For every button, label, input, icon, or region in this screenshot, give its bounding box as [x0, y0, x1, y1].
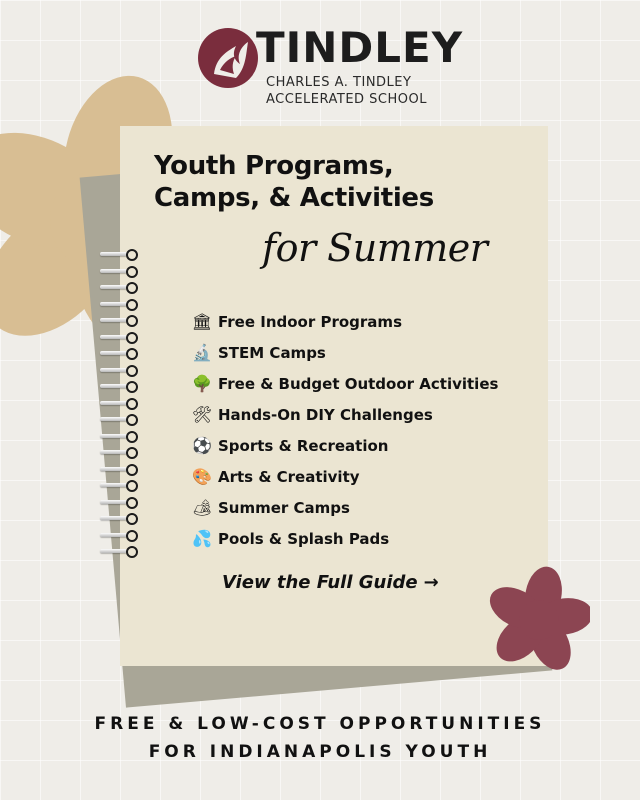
- footer-line1: FREE & LOW-COST OPPORTUNITIES: [94, 714, 546, 734]
- spiral-ring: [100, 465, 134, 475]
- program-list: [190, 306, 530, 554]
- list-item: [190, 430, 530, 461]
- spiral-wire: [100, 516, 127, 520]
- binding-hole: [126, 398, 138, 410]
- binding-hole: [126, 480, 138, 492]
- binding-hole: [126, 513, 138, 525]
- camping-icon: 🏕: [191, 498, 213, 517]
- footer-tagline: [0, 710, 640, 766]
- binding-hole: [126, 266, 138, 278]
- spiral-wire: [100, 384, 127, 388]
- list-item-label: STEM Camps: [218, 343, 326, 362]
- list-item: [190, 492, 530, 523]
- tindley-flame-icon: [196, 24, 260, 90]
- spiral-wire: [100, 252, 127, 256]
- list-item-label: Summer Camps: [218, 498, 350, 517]
- spiral-wire: [100, 500, 127, 504]
- list-item-label: Free & Budget Outdoor Activities: [218, 374, 499, 393]
- spiral-ring: [100, 415, 134, 425]
- list-item-label: Hands-On DIY Challenges: [218, 405, 433, 424]
- list-item-label: Arts & Creativity: [218, 467, 360, 486]
- spiral-ring: [100, 531, 134, 541]
- spiral-ring: [100, 432, 134, 442]
- spiral-ring: [100, 316, 134, 326]
- title-line1: Youth Programs,: [154, 151, 394, 181]
- binding-hole: [126, 299, 138, 311]
- list-item-label: Pools & Splash Pads: [218, 529, 390, 548]
- spiral-ring: [100, 349, 134, 359]
- spiral-ring: [100, 382, 134, 392]
- binding-hole: [126, 365, 138, 377]
- footer-line2: FOR INDIANAPOLIS YOUTH: [148, 742, 492, 762]
- list-item: [190, 399, 530, 430]
- binding-hole: [126, 249, 138, 261]
- logo-subtitle: [266, 74, 466, 108]
- list-item-label: Sports & Recreation: [218, 436, 389, 455]
- spiral-ring: [100, 498, 134, 508]
- view-guide-link[interactable]: [222, 572, 439, 593]
- binding-hole: [126, 546, 138, 558]
- binding-hole: [126, 381, 138, 393]
- tools-icon: 🛠: [191, 405, 213, 424]
- spiral-wire: [100, 467, 127, 471]
- binding-hole: [126, 315, 138, 327]
- binding-hole: [126, 282, 138, 294]
- soccer-ball-icon: ⚽: [192, 436, 212, 455]
- binding-hole: [126, 332, 138, 344]
- binding-hole: [126, 431, 138, 443]
- tree-icon: 🌳: [192, 374, 212, 393]
- view-guide-label: View the Full Guide: [222, 572, 418, 593]
- list-item: [190, 368, 530, 399]
- binding-hole: [126, 348, 138, 360]
- spiral-ring: [100, 514, 134, 524]
- school-logo: [196, 24, 496, 114]
- spiral-wire: [100, 549, 127, 553]
- spiral-ring: [100, 250, 134, 260]
- spiral-wire: [100, 269, 127, 273]
- spiral-wire: [100, 335, 127, 339]
- spiral-ring: [100, 283, 134, 293]
- title-line2: Camps, & Activities: [154, 183, 434, 213]
- spiral-wire: [100, 434, 127, 438]
- title-script: for Summer: [262, 226, 488, 270]
- spiral-wire: [100, 533, 127, 537]
- binding-hole: [126, 530, 138, 542]
- spiral-wire: [100, 368, 127, 372]
- spiral-ring: [100, 481, 134, 491]
- microscope-icon: 🔬: [192, 343, 212, 362]
- spiral-wire: [100, 401, 127, 405]
- spiral-wire: [100, 450, 127, 454]
- binding-hole: [126, 464, 138, 476]
- spiral-ring: [100, 448, 134, 458]
- page-title: [154, 150, 534, 214]
- spiral-wire: [100, 417, 127, 421]
- spiral-ring: [100, 399, 134, 409]
- binding-hole: [126, 414, 138, 426]
- spiral-ring: [100, 333, 134, 343]
- water-drops-icon: 💦: [192, 529, 212, 548]
- spiral-wire: [100, 318, 127, 322]
- list-item-label: Free Indoor Programs: [218, 312, 402, 331]
- spiral-wire: [100, 285, 127, 289]
- spiral-wire: [100, 351, 127, 355]
- list-item: [190, 337, 530, 368]
- building-icon: 🏛: [191, 312, 213, 331]
- palette-icon: 🎨: [192, 467, 212, 486]
- list-item: [190, 523, 530, 554]
- spiral-ring: [100, 267, 134, 277]
- spiral-ring: [100, 547, 134, 557]
- spiral-wire: [100, 302, 127, 306]
- arrow-right-icon: →: [423, 572, 439, 593]
- logo-wordmark: TINDLEY: [256, 23, 464, 72]
- maroon-flower-decoration: [488, 566, 590, 670]
- spiral-ring: [100, 366, 134, 376]
- binding-hole: [126, 447, 138, 459]
- list-item: [190, 461, 530, 492]
- list-item: [190, 306, 530, 337]
- spiral-wire: [100, 483, 127, 487]
- binding-hole: [126, 497, 138, 509]
- spiral-ring: [100, 300, 134, 310]
- logo-subtitle-line1: CHARLES A. TINDLEY: [266, 75, 412, 90]
- logo-subtitle-line2: ACCELERATED SCHOOL: [266, 92, 427, 107]
